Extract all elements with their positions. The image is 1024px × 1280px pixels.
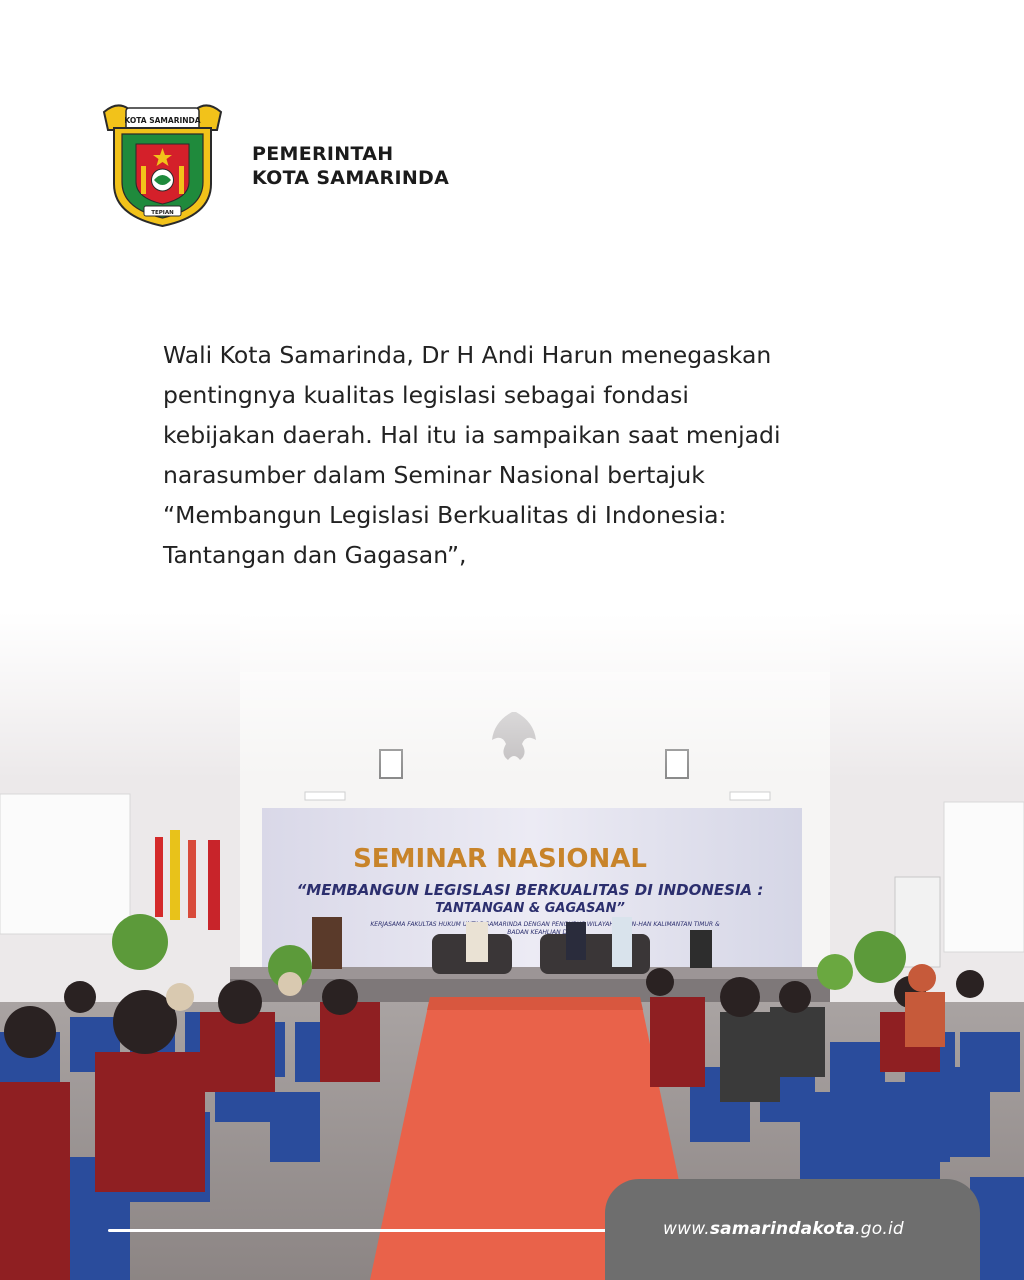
kota-samarinda-emblem bbox=[100, 98, 225, 228]
article-line: kebijakan daerah. Hal itu ia sampaikan saat menjadi bbox=[163, 421, 781, 449]
org-line-2: KOTA SAMARINDA bbox=[252, 167, 450, 189]
organization-name bbox=[252, 142, 449, 190]
article-line: narasumber dalam Seminar Nasional bertajuk bbox=[163, 461, 705, 489]
logo-text-top: KOTA SAMARINDA bbox=[124, 116, 201, 125]
article-paragraph bbox=[163, 335, 953, 575]
divider-line bbox=[108, 1229, 610, 1232]
url-domain: samarindakota bbox=[709, 1219, 856, 1239]
article-line: pentingnya kualitas legislasi sebagai fondasi bbox=[163, 381, 689, 409]
url-prefix: www. bbox=[663, 1219, 710, 1239]
article-line: “Membangun Legislasi Berkualitas di Indonesia: bbox=[163, 501, 727, 529]
website-link[interactable] bbox=[663, 1219, 904, 1239]
url-suffix: .go.id bbox=[855, 1219, 904, 1239]
logo-text-bottom: TEPIAN bbox=[151, 210, 174, 216]
org-line-1: PEMERINTAH bbox=[252, 143, 394, 165]
article-line: Tantangan dan Gagasan”, bbox=[163, 541, 467, 569]
article-line: Wali Kota Samarinda, Dr H Andi Harun menegaskan bbox=[163, 341, 772, 369]
